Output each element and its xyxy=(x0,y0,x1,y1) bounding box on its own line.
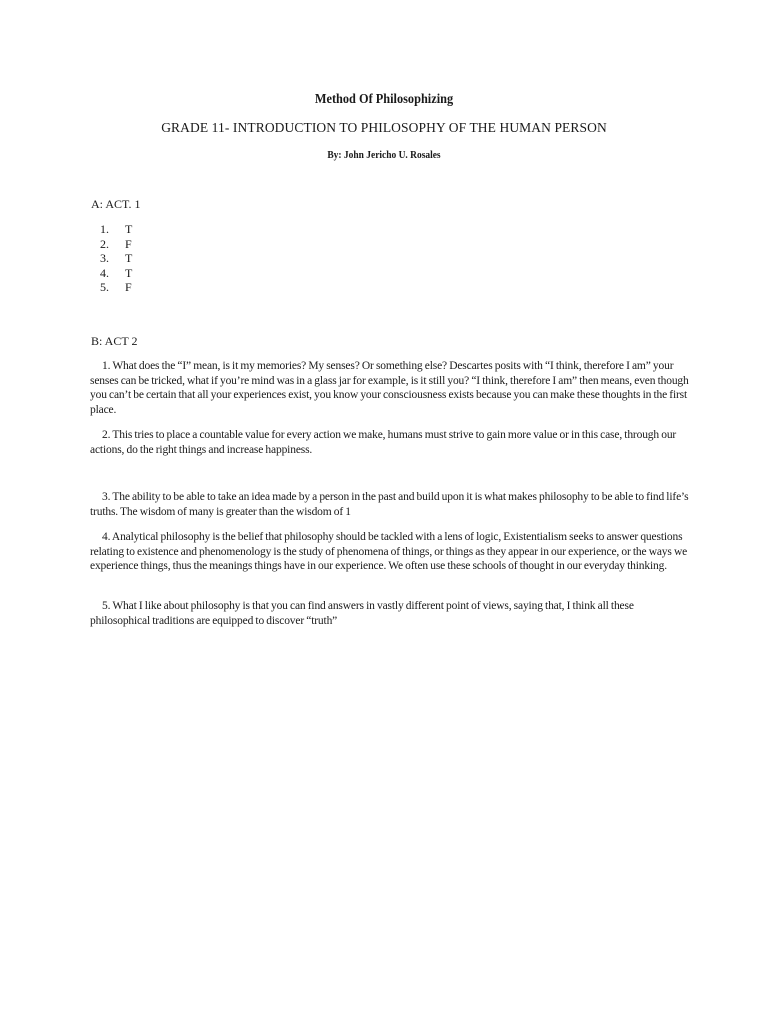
act2-paragraph-1 xyxy=(90,359,690,417)
paragraph-text: 5. What I like about philosophy is that you can find answers in vastly different point of views, saying that, I think all these philosophical traditions are equipped to discover “truth” xyxy=(90,600,634,627)
answer-number: 5. xyxy=(100,280,109,294)
paragraph-text: 4. Analytical philosophy is the belief that philosophy should be tackled with a lens of logic, Existentialism seeks to answer questions relating to existence and phenomenology is the study of phenomena of things, or things as they appear in our experience, or the ways we experience things, thus the meanings things have in our experience. We often use these schools of thought in our everyday thinking. xyxy=(90,531,688,573)
answer-value: T xyxy=(125,265,133,280)
act2-paragraph-5 xyxy=(90,599,690,628)
list-item xyxy=(100,251,132,266)
list-item xyxy=(100,237,132,252)
answer-value: T xyxy=(125,251,133,265)
act1-answer-list xyxy=(100,222,132,295)
document-title: Method Of Philosophizing xyxy=(314,92,454,107)
act2-heading: B: ACT 2 xyxy=(91,334,138,348)
act2-paragraph-3 xyxy=(90,490,690,519)
act2-paragraph-2 xyxy=(90,428,690,457)
document-subtitle: GRADE 11- INTRODUCTION TO PHILOSOPHY OF THE HUMAN PERSON xyxy=(161,120,607,135)
answer-value: F xyxy=(125,236,132,251)
document-author: By: John Jericho U. Rosales xyxy=(327,149,441,161)
paragraph-text: 3. The ability to be able to take an idea made by a person in the past and build upon it is what makes philosophy to be able to find life’s truths. The wisdom of many is greater than the wisdom of 1 xyxy=(90,491,689,518)
answer-number: 4. xyxy=(100,265,109,280)
answer-number: 3. xyxy=(100,251,109,265)
list-item xyxy=(100,222,132,237)
answer-value: T xyxy=(125,222,133,236)
act2-paragraph-4 xyxy=(90,530,690,574)
answer-value: F xyxy=(125,280,132,294)
list-item xyxy=(100,266,132,281)
act1-heading: A: ACT. 1 xyxy=(91,197,141,211)
answer-number: 2. xyxy=(100,236,109,251)
answer-number: 1. xyxy=(100,222,109,236)
paragraph-text: 2. This tries to place a countable value for every action we make, humans must strive to gain more value or in this case, through our actions, do the right things and increase happiness. xyxy=(90,429,677,456)
list-item xyxy=(100,280,132,295)
paragraph-text: 1. What does the “I” mean, is it my memories? My senses? Or something else? Descartes posits with “I think, therefore I am” your senses can be tricked, what if you’re mind was in a glass jar for example, is it still you? “I think, therefore I am” then means, even though you can’t be certain that all your experiences exist, you know your consciousness exists because you can make these thoughts in the first place. xyxy=(90,360,689,416)
